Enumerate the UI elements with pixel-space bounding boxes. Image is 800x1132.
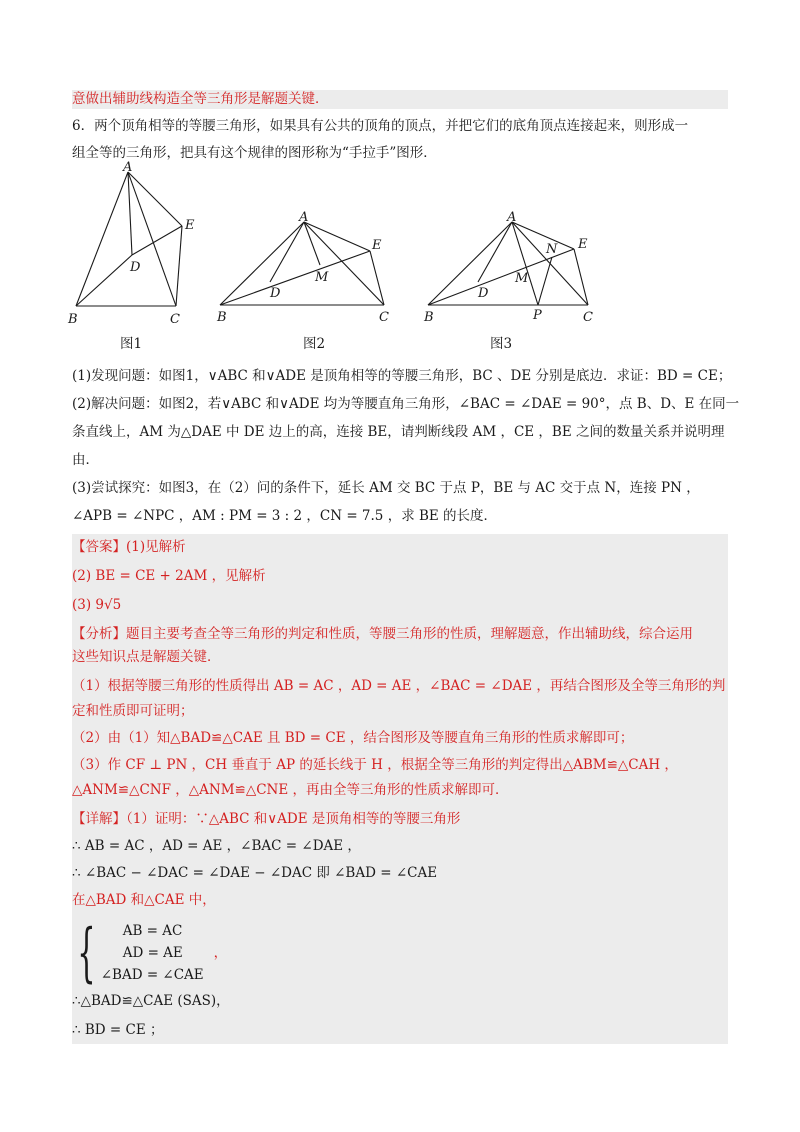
fig3-label-D: D bbox=[478, 286, 489, 301]
system-row-1: AB = AC bbox=[122, 923, 183, 939]
figure-3-caption: 图3 bbox=[490, 336, 513, 352]
system-tail: ， bbox=[213, 944, 228, 961]
detail-line-1: ∴ AB = AC ，AD = AE ，∠BAC = ∠DAE ， bbox=[72, 838, 361, 854]
question-3-line-2: ∠APB = ∠NPC ，AM : PM = 3 : 2 ，CN = 7.5 ，求 BE 的长度． bbox=[72, 508, 498, 524]
fig2-label-A: A bbox=[299, 210, 309, 225]
problem-line-2: 组全等的三角形，把具有这个规律的图形称为“手拉手”图形． bbox=[72, 145, 437, 161]
fig1-label-A: A bbox=[123, 160, 133, 175]
fig3-label-E: E bbox=[578, 237, 588, 252]
answer-3: (3) 9√5 bbox=[72, 597, 122, 613]
analysis-point-1-line-2: 定和性质即可证明； bbox=[72, 703, 194, 719]
figure-1 bbox=[76, 172, 182, 306]
figure-2-caption: 图2 bbox=[303, 336, 326, 352]
brace-symbol: { bbox=[77, 916, 96, 990]
fig2-label-M: M bbox=[315, 270, 329, 285]
figure-1-caption: 图1 bbox=[120, 336, 143, 352]
analysis-point-2: （2）由（1）知△BAD≌△CAE 且 BD = CE ，结合图形及等腰直角三角形的性质求解即可； bbox=[72, 730, 634, 746]
geometry-figures bbox=[68, 160, 728, 359]
fig3-label-P: P bbox=[533, 308, 542, 323]
analysis-point-1-line-1: （1）根据等腰三角形的性质得出 AB = AC ，AD = AE ，∠BAC = ∠DAE ，再结合图形及全等三角形的判 bbox=[72, 678, 726, 694]
figure-labels bbox=[67, 160, 593, 327]
fig2-label-B: B bbox=[217, 310, 227, 325]
congruence-system bbox=[72, 916, 728, 990]
question-3-line-1: (3)尝试探究：如图3，在（2）问的条件下，延长 AM 交 BC 于点 P，BE 与 AC 交于点 N，连接 PN ， bbox=[72, 480, 700, 496]
fig1-label-E: E bbox=[185, 218, 195, 233]
fig2-label-E: E bbox=[372, 238, 382, 253]
analysis-heading-2: 这些知识点是解题关键． bbox=[72, 649, 221, 665]
document-page bbox=[68, 90, 740, 1044]
figures bbox=[68, 160, 728, 359]
question-2-line-3: 由． bbox=[72, 452, 99, 468]
detail-line-4: ∴△BAD≌△CAE (SAS)， bbox=[72, 993, 230, 1009]
system-row-2: AD = AE bbox=[122, 945, 183, 961]
fig1-label-B: B bbox=[68, 312, 78, 327]
problem-line-1: 6．两个顶角相等的等腰三角形，如果具有公共的顶角的顶点，并把它们的底角顶点连接起来，则形成一 bbox=[72, 118, 689, 134]
top-note: 意做出辅助线构造全等三角形是解题关键． bbox=[72, 90, 728, 109]
question-1: (1)发现问题：如图1，∨ABC 和∨ADE 是顶角相等的等腰三角形，BC 、DE 分别是底边．求证：BD = CE； bbox=[72, 368, 732, 384]
system-row-3: ∠BAD = ∠CAE bbox=[100, 967, 204, 983]
detail-line-2: ∴ ∠BAC − ∠DAC = ∠DAE − ∠DAC 即 ∠BAD = ∠CAE bbox=[72, 865, 438, 881]
solution-block bbox=[72, 534, 728, 1044]
system-rows bbox=[101, 920, 204, 986]
fig3-label-B: B bbox=[424, 310, 434, 325]
analysis-point-3-line-1: （3）作 CF ⊥ PN ，CH 垂直于 AP 的延长线于 H ，根据全等三角形的判定得出△ABM≌△CAH ， bbox=[72, 757, 678, 773]
fig1-label-D: D bbox=[130, 260, 141, 275]
analysis-heading: 【分析】题目主要考查全等三角形的判定和性质，等腰三角形的性质，理解题意，作出辅助线，综合运用 bbox=[72, 626, 693, 642]
answer-2: (2) BE = CE + 2AM ，见解析 bbox=[72, 568, 266, 584]
figure-2 bbox=[220, 222, 384, 305]
fig2-label-C: C bbox=[379, 310, 389, 325]
question-2-line-2: 条直线上，AM 为△DAE 中 DE 边上的高，连接 BE，请判断线段 AM ，CE ，BE 之间的数量关系并说明理 bbox=[72, 424, 725, 440]
detail-line-5: ∴ BD = CE ； bbox=[72, 1022, 164, 1038]
fig3-label-N: N bbox=[546, 242, 558, 257]
fig3-label-C: C bbox=[583, 310, 593, 325]
answer-heading: 【答案】(1)见解析 bbox=[72, 539, 186, 555]
detail-line-3: 在△BAD 和△CAE 中， bbox=[72, 892, 216, 908]
fig1-label-C: C bbox=[170, 312, 180, 327]
figure-3 bbox=[428, 222, 588, 305]
fig2-label-D: D bbox=[270, 286, 281, 301]
detail-heading: 【详解】（1）证明：∵△ABC 和∨ADE 是顶角相等的等腰三角形 bbox=[72, 811, 461, 827]
question-2-line-1: (2)解决问题：如图2，若∨ABC 和∨ADE 均为等腰直角三角形，∠BAC = ∠DAE = 90°，点 B、D、E 在同一 bbox=[72, 396, 740, 412]
fig3-label-M: M bbox=[515, 271, 529, 286]
analysis-point-3-line-2: △ANM≌△CNF ，△ANM≌△CNE ，再由全等三角形的性质求解即可． bbox=[72, 782, 509, 798]
fig3-label-A: A bbox=[507, 210, 517, 225]
